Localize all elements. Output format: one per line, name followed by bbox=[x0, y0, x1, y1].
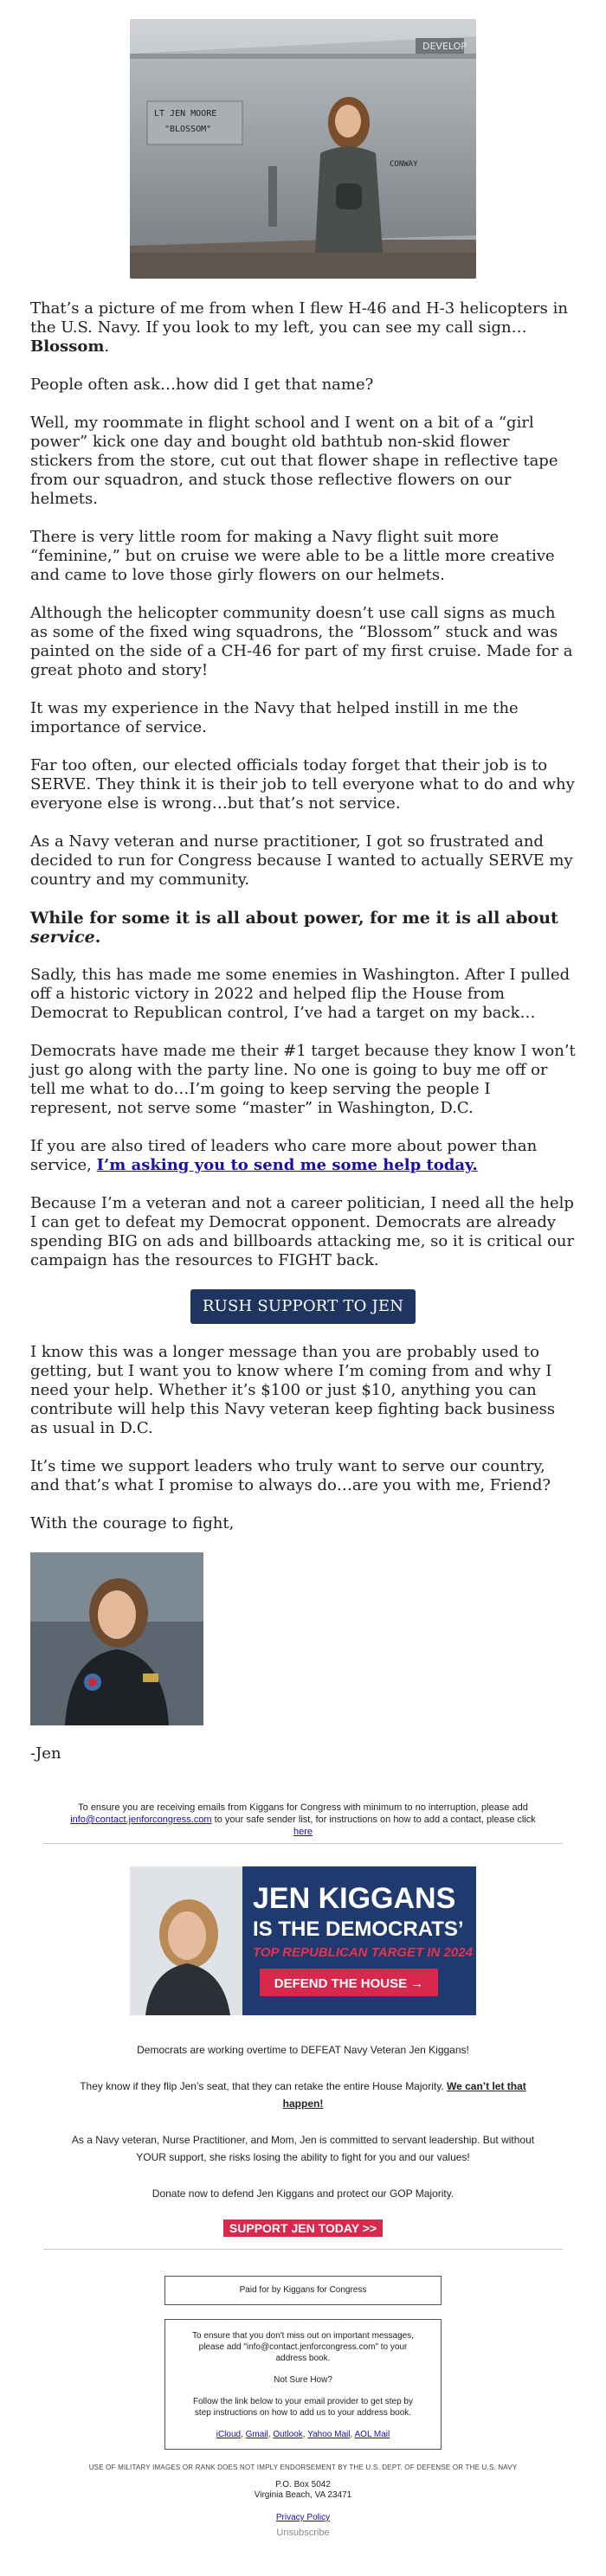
cta-container bbox=[30, 1289, 576, 1324]
paragraph: Far too often, our elected officials today forget that their job is to SERVE. They think it is their job to tell everyone what to do and why everyone else is wrong…but that’s not service. bbox=[30, 756, 575, 813]
paragraph: That’s a picture of me from when I flew H-46 and H-3 helicopters in the U.S. Navy. If you look to my left, you can see my call sign… Blossom. bbox=[30, 299, 568, 356]
portrait-image bbox=[30, 1552, 203, 1725]
divider bbox=[43, 1843, 563, 1844]
banner-headline-2: IS THE DEMOCRATS’ bbox=[253, 1918, 464, 1941]
email-body bbox=[0, 19, 606, 2550]
provider-links: iCloud, Gmail, Outlook, Yahoo Mail, AOL Mail bbox=[216, 2430, 390, 2439]
paragraph: Because I’m a veteran and not a career politician, I need all the help I can get to defeat my Democrat opponent. Democrats are already spending BIG on ads and billboards attacking me, so it is critical our campaign has the resources to FIGHT back. bbox=[30, 1194, 575, 1269]
paid-for-box: Paid for by Kiggans for Congress bbox=[164, 2276, 442, 2305]
footer-paragraph: As a Navy veteran, Nurse Practitioner, and Mom, Jen is committed to servant leadership. But without YOUR support, she risks losing the ability to fight for you and our values! bbox=[71, 2134, 535, 2163]
banner-headline-1: JEN KIGGANS bbox=[253, 1882, 456, 1915]
paragraph: It’s time we support leaders who truly want to serve our country, and that’s what I promise to always do…are you with me, Friend? bbox=[30, 1457, 551, 1494]
signature: -Jen bbox=[30, 1744, 61, 1763]
hero-photo bbox=[130, 19, 476, 279]
defend-house-banner[interactable] bbox=[130, 1866, 476, 2015]
banner-subhead: TOP REPUBLICAN TARGET IN 2024 bbox=[253, 1945, 473, 1960]
paragraph: Sadly, this has made me some enemies in Washington. After I pulled off a historic victory in 2022 and helped flip the House from Democrat to Republican control, I’ve had a target on my back… bbox=[30, 966, 571, 1022]
footer-paragraph: Democrats are working overtime to DEFEAT Navy Veteran Jen Kiggans! bbox=[137, 2044, 469, 2056]
paragraph: I know this was a longer message than you are probably used to getting, but I want you to know where I’m coming from and why I need your help. Whether it’s $100 or just $10, anything you can contribute will help this Navy veteran keep fighting back business as usual in D.C. bbox=[30, 1343, 556, 1437]
paragraph: Although the helicopter community doesn’t use call signs as much as some of the fixed wing squadrons, the “Blossom” stuck and was painted on the side of a CH-46 for part of my first cruise. Made for a great photo and story! bbox=[30, 604, 573, 679]
paragraph: Well, my roommate in flight school and I went on a bit of a “girl power” kick one day and bought old bathtub non-skid flower stickers from the store, cut out that flower shape in reflective tape from our squadron, and stuck those reflective flowers on our helmets. bbox=[30, 414, 558, 508]
provider-link-outlook[interactable]: Outlook bbox=[273, 2430, 303, 2439]
provider-link-gmail[interactable]: Gmail bbox=[245, 2430, 268, 2439]
service-heading: While for some it is all about power, for me it is all about service. bbox=[30, 909, 558, 947]
svg-text:DEVELOP: DEVELOP bbox=[422, 41, 467, 52]
jen-portrait bbox=[30, 1552, 203, 1725]
footer-paragraph: They know if they flip Jen’s seat, that they can retake the entire House Majority. We can’t let that happen! bbox=[80, 2080, 526, 2110]
safe-sender-email-link[interactable]: info@contact.jenforcongress.com bbox=[70, 1815, 212, 1825]
not-sure-how: Not Sure How? bbox=[274, 2375, 332, 2385]
unsubscribe-container bbox=[0, 2528, 606, 2538]
paragraph: It was my experience in the Navy that helped instill in me the importance of service. bbox=[30, 699, 519, 736]
svg-text:CONWAY: CONWAY bbox=[390, 160, 418, 169]
helicopter-pilot-image bbox=[130, 19, 476, 279]
provider-link-yahoo[interactable]: Yahoo Mail bbox=[307, 2430, 351, 2439]
paragraph: If you are also tired of leaders who care more about power than service, I’m asking you to send me some help today. bbox=[30, 1137, 538, 1174]
address-book-note: To ensure that you don't miss out on important messages, please add "info@contact.jenforcongress.com" to your address book. bbox=[192, 2331, 414, 2363]
paragraph: There is very little room for making a Navy flight suit more “feminine,” but on cruise we were able to be a little more creative and came to love those girly flowers on our helmets. bbox=[30, 528, 555, 584]
unsubscribe-link[interactable]: Unsubscribe bbox=[276, 2528, 330, 2538]
banner-image bbox=[130, 1866, 476, 2015]
paragraph: Democrats have made me their #1 target because they know I won’t just go along with the party line. No one is going to buy me off or tell me what to do…I’m going to keep serving the people I represent, not serve some “master” in Washington, D.C. bbox=[30, 1042, 576, 1117]
privacy-policy-link[interactable]: Privacy Policy bbox=[275, 2513, 331, 2522]
svg-text:LT JEN MOORE: LT JEN MOORE bbox=[154, 109, 217, 119]
closing-line: With the courage to fight, bbox=[30, 1514, 235, 1532]
support-container bbox=[0, 2202, 606, 2237]
mailing-address: P.O. Box 5042 Virginia Beach, VA 23471 bbox=[254, 2480, 352, 2500]
dod-disclaimer: USE OF MILITARY IMAGES OR RANK DOES NOT IMPLY ENDORSEMENT BY THE U.S. DEPT. OF DEFENSE OR THE U.S. NAVY bbox=[88, 2464, 518, 2471]
banner-defend-button[interactable]: DEFEND THE HOUSE → bbox=[274, 1976, 424, 1991]
callsign-bold: Blossom bbox=[30, 337, 105, 356]
footer bbox=[0, 1802, 606, 2550]
svg-text:"BLOSSOM": "BLOSSOM" bbox=[164, 125, 212, 134]
divider bbox=[43, 2249, 563, 2250]
safe-sender-note: To ensure you are receiving emails from Kiggans for Congress with minimum to no interruption, please add info@contact.jenforcongress.com to your safe sender list, for instructions on how to add a contact, please click here bbox=[70, 1802, 536, 1837]
letter-body bbox=[30, 299, 576, 1763]
instructions-here-link[interactable]: here bbox=[293, 1827, 313, 1837]
privacy-container bbox=[0, 2513, 606, 2522]
paragraph: As a Navy veteran and nurse practitioner, I got so frustrated and decided to run for Congress because I wanted to actually SERVE my country and my community. bbox=[30, 832, 573, 889]
provider-link-aol[interactable]: AOL Mail bbox=[354, 2430, 390, 2439]
support-jen-button[interactable]: SUPPORT JEN TODAY >> bbox=[223, 2219, 383, 2237]
rush-support-button[interactable]: RUSH SUPPORT TO JEN bbox=[190, 1289, 416, 1324]
donate-inline-link[interactable]: I’m asking you to send me some help today. bbox=[96, 1156, 478, 1174]
paragraph: People often ask…how did I get that name? bbox=[30, 376, 374, 394]
address-book-instructions: Follow the link below to your email provider to get step by step instructions on how to add us to your address book. bbox=[192, 2397, 413, 2418]
provider-link-icloud[interactable]: iCloud bbox=[216, 2430, 242, 2439]
footer-paragraph: Donate now to defend Jen Kiggans and protect our GOP Majority. bbox=[152, 2187, 455, 2200]
address-book-box bbox=[164, 2319, 442, 2450]
